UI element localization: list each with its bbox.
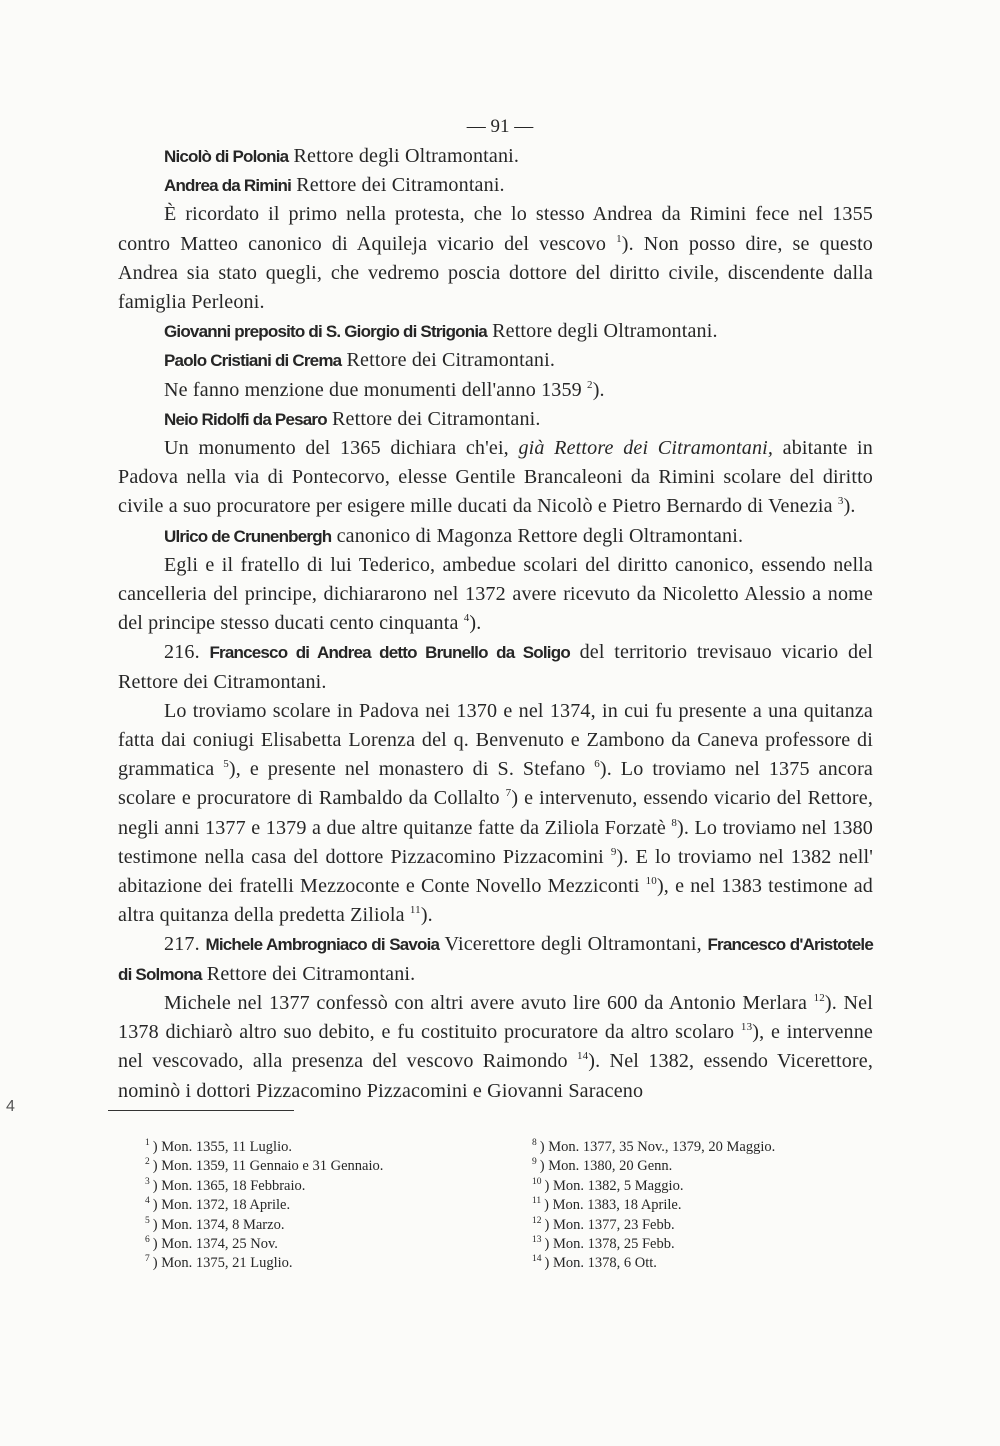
footnote-text: ) Mon. 1374, 8 Marzo.	[152, 1216, 285, 1233]
body-text	[118, 142, 873, 1106]
footnote-number: 5	[145, 1215, 150, 1226]
footnote-text: ) Mon. 1374, 25 Nov.	[152, 1236, 278, 1253]
paragraph-text: ). Nel 1382, essendo Vicerettore, nominò i dottori Pizzacomino Pizzacomini e Giovanni Saraceno	[118, 1050, 873, 1102]
footnote-ref: 6	[594, 758, 600, 771]
footnote-text: ) Mon. 1383, 18 Aprile.	[544, 1197, 682, 1214]
footnote	[532, 1235, 872, 1254]
rector-entry	[118, 171, 873, 200]
paragraph-text: ), e intervenne nel vescovado, alla presenza del vescovo Raimondo	[118, 1021, 874, 1073]
body-paragraph	[118, 551, 873, 639]
paragraph-text: ). Lo troviamo nel 1380 testimone nella casa del dottore Pizzacomino Pizzacomini	[118, 816, 873, 868]
footnote-rule	[108, 1110, 294, 1111]
footnote-text: ) Mon. 1377, 23 Febb.	[544, 1216, 675, 1233]
person-name: Paolo Cristiani di Crema	[164, 351, 342, 371]
numbered-entry	[118, 638, 873, 696]
person-name: Nicolò di Polonia	[164, 147, 289, 166]
footnote-text: ) Mon. 1378, 25 Febb.	[544, 1236, 675, 1253]
footnote-ref: 7	[505, 787, 512, 800]
footnote-number: 7	[145, 1254, 150, 1265]
footnote-ref: 8	[671, 816, 678, 829]
footnote	[532, 1177, 872, 1196]
footnote-ref: 12	[813, 991, 825, 1004]
footnote-number: 14	[532, 1254, 542, 1265]
footnote-ref: 5	[223, 758, 229, 771]
footnote-ref: 10	[645, 875, 657, 888]
entry-text: Rettore dei Citramontani.	[201, 962, 416, 985]
footnote-ref: 13	[740, 1021, 753, 1034]
entry-text: Rettore dei Citramontani.	[326, 407, 541, 430]
footnote-text: ) Mon. 1355, 11 Luglio.	[152, 1139, 292, 1155]
footnote	[145, 1138, 485, 1157]
paragraph-text: ). Non posso dire, se questo Andrea sia stato quegli, che vedremo poscia dottore del diritto civile, discendente dalla famiglia Perleoni.	[118, 232, 873, 314]
entry-text: canonico di Magonza Rettore degli Oltramontani.	[331, 524, 744, 547]
footnote-number: 13	[532, 1235, 542, 1246]
paragraph-text: ).	[420, 904, 433, 927]
footnote-text: ) Mon. 1382, 5 Maggio.	[544, 1177, 684, 1194]
footnotes-right	[532, 1138, 872, 1274]
body-paragraph	[118, 989, 873, 1106]
paragraph-text: ) e intervenuto, essendo vicario del Rettore, negli anni 1377 e 1379 a due altre quitanze fatte da Ziliola Forzatè	[118, 787, 873, 839]
footnote-ref: 11	[409, 904, 421, 917]
person-name: Francesco d'Aristotele di Solmona	[118, 935, 873, 984]
footnote	[145, 1157, 485, 1176]
entry-number: 216.	[164, 641, 210, 664]
footnote	[532, 1157, 872, 1176]
entry-text: Rettore degli Oltramontani.	[288, 145, 520, 167]
footnote	[532, 1216, 872, 1235]
rector-entry	[118, 405, 873, 434]
footnote-text: ) Mon. 1377, 35 Nov., 1379, 20 Maggio.	[539, 1139, 776, 1155]
paragraph-text: ). Lo troviamo nel 1375 ancora scolare e procuratore di Rambaldo da Collalto	[118, 758, 873, 810]
entry-number: 217.	[164, 933, 206, 956]
page-number: — 91 —	[466, 116, 534, 137]
paragraph-text: ). Nel 1378 dichiarò altro suo debito, e fu costituito procuratore da altro scolaro	[118, 991, 873, 1044]
person-name: Ulrico de Crunenbergh	[164, 526, 332, 546]
margin-mark: 4	[6, 1098, 15, 1115]
footnote-number: 4	[145, 1196, 150, 1207]
person-name: Michele Ambrogniaco di Savoia	[205, 935, 440, 955]
paragraph-text: Lo troviamo scolare in Padova nei 1370 e nel 1374, in cui fu presente a una quitanza fatta dai coniugi Elisabetta Lorenza del q. Benvenuto e Zambono da Caneva professore di grammatica	[118, 699, 873, 781]
footnote	[532, 1138, 872, 1157]
rector-entry	[118, 317, 873, 346]
paragraph-text: Egli e il fratello di lui Tederico, ambedue scolari del diritto canonico, essendo nella cancelleria del principe, dichiararono nel 1372 avere ricevuto da Nicoletto Alessio a nome del principe stesso ducati cento cinquanta	[118, 553, 873, 635]
footnote-text: ) Mon. 1372, 18 Aprile.	[152, 1197, 291, 1214]
footnote-text: ) Mon. 1375, 21 Luglio.	[152, 1255, 293, 1272]
footnote	[532, 1254, 872, 1273]
body-paragraph	[118, 434, 873, 522]
paragraph-text: ).	[469, 612, 482, 635]
footnote-number: 8	[532, 1138, 537, 1148]
paragraph-text: Michele nel 1377 confessò con altri avere avuto lire 600 da Antonio Merlara	[164, 991, 814, 1014]
rector-entry	[118, 522, 873, 551]
footnote-text: ) Mon. 1365, 18 Febbraio.	[152, 1177, 306, 1194]
body-paragraph	[118, 376, 873, 405]
footnote	[145, 1216, 485, 1235]
footnote-number: 10	[532, 1176, 542, 1187]
footnotes-left	[145, 1138, 485, 1274]
footnote-ref: 4	[463, 612, 470, 625]
footnote-number: 2	[145, 1157, 150, 1168]
entry-text: Rettore dei Citramontani.	[291, 174, 505, 197]
paragraph-text: Un monumento del 1365 dichiara ch'ei,	[164, 437, 519, 460]
footnote	[145, 1177, 485, 1196]
paragraph-text: ), e nel 1383 testimone ad altra quitanza della predetta Ziliola	[118, 875, 873, 927]
footnote-text: ) Mon. 1359, 11 Gennaio e 31 Gennaio.	[152, 1158, 384, 1175]
footnote-number: 6	[145, 1235, 150, 1246]
footnote-ref: 2	[587, 378, 593, 391]
footnote-number: 1	[145, 1138, 150, 1148]
footnote-text: ) Mon. 1378, 6 Ott.	[544, 1255, 657, 1272]
paragraph-text: abitante in Padova nella via di Pontecorvo, elesse Gentile Brancaleoni da Rimini scolare del diritto civile a suo procuratore per esigere mille ducati da Nicolò e Pietro Bernardo di Venezia	[118, 437, 873, 518]
entry-text: del territorio trevisauo vicario del Rettore dei Citramontani.	[118, 641, 874, 693]
body-paragraph	[118, 200, 873, 317]
footnote-text: ) Mon. 1380, 20 Genn.	[539, 1158, 673, 1175]
footnote-number: 11	[532, 1196, 542, 1207]
paragraph-text: Ne fanno menzione due monumenti dell'anno 1359	[164, 378, 588, 401]
body-paragraph	[118, 697, 873, 931]
footnote	[532, 1196, 872, 1215]
footnote-ref: 1	[616, 232, 622, 245]
numbered-entry	[118, 930, 873, 988]
footnote	[145, 1235, 485, 1254]
footnote-number: 12	[532, 1215, 542, 1226]
italic-quote: già Rettore dei Citramontani,	[518, 437, 774, 460]
footnote	[145, 1254, 485, 1273]
footnote-ref: 9	[610, 845, 617, 858]
entry-text: Vicerettore degli Oltramontani,	[439, 933, 708, 956]
person-name: Francesco di Andrea detto Brunello da Soligo	[209, 643, 570, 663]
person-name: Neio Ridolfi da Pesaro	[164, 409, 327, 429]
footnote	[145, 1196, 485, 1215]
footnote-ref: 3	[837, 495, 844, 508]
person-name: Giovanni preposito di S. Giorgio di Strigonia	[164, 322, 487, 342]
paragraph-text: ). E lo troviamo nel 1382 nell' abitazione dei fratelli Mezzoconte e Conte Novello Mezziconti	[118, 845, 873, 898]
paragraph-text: È ricordato il primo nella protesta, che lo stesso Andrea da Rimini fece nel 1355 contro Matteo canonico di Aquileja vicario del vescovo	[118, 203, 873, 255]
rector-entry	[118, 142, 873, 171]
rector-entry	[118, 346, 873, 375]
footnote-ref: 14	[576, 1050, 589, 1063]
paragraph-text: ).	[843, 495, 856, 518]
paragraph-text: ).	[592, 378, 605, 401]
footnote-number: 3	[145, 1176, 150, 1187]
entry-text: Rettore dei Citramontani.	[341, 349, 556, 372]
entry-text: Rettore degli Oltramontani.	[486, 320, 718, 343]
person-name: Andrea da Rimini	[164, 176, 292, 196]
footnote-number: 9	[532, 1157, 537, 1168]
paragraph-text: ), e presente nel monastero di S. Stefano	[228, 758, 595, 781]
